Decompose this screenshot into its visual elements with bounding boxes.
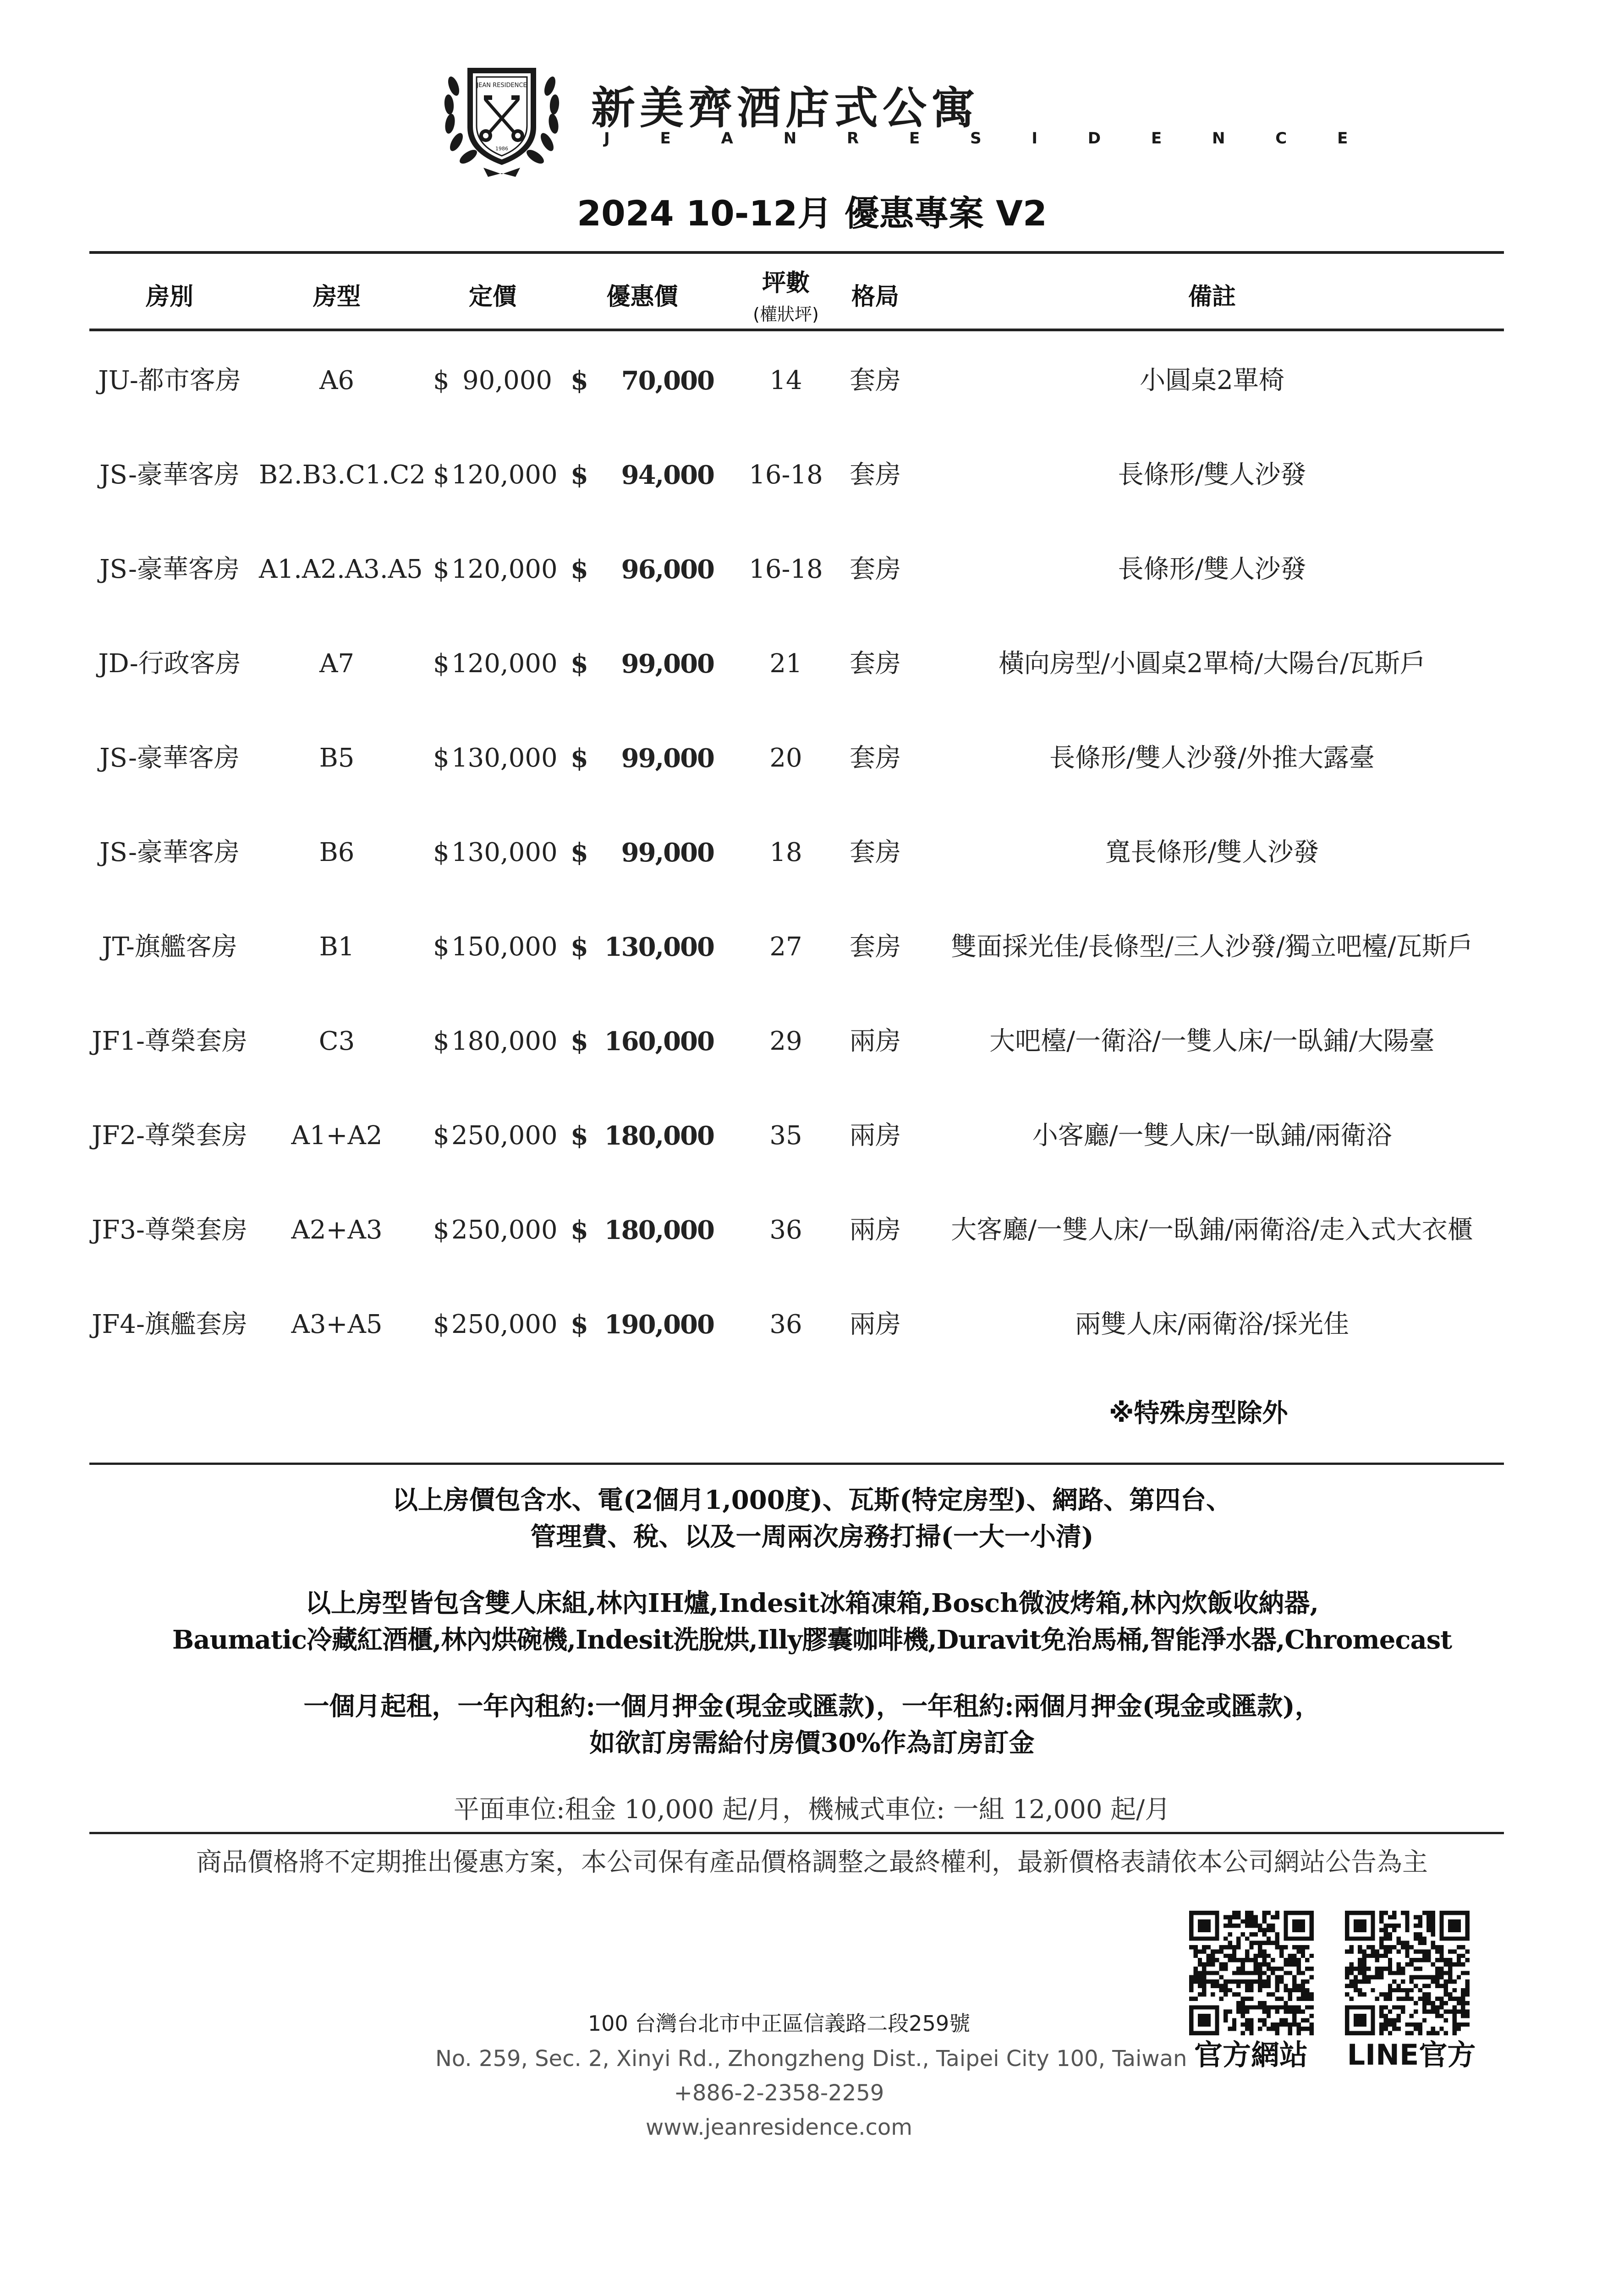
room-layout: 套房 bbox=[850, 366, 901, 395]
table-top-rule bbox=[89, 251, 1504, 254]
room-type: B5 bbox=[319, 743, 355, 773]
promo-price-currency: $ bbox=[571, 932, 588, 962]
list-price-currency: $ bbox=[433, 366, 450, 395]
room-class: JU-都市客房 bbox=[98, 366, 241, 395]
table-row bbox=[0, 1089, 1624, 1183]
room-remarks: 寬長條形/雙人沙發 bbox=[1105, 838, 1319, 867]
phone-number: +886-2-2358-2259 bbox=[674, 2080, 884, 2106]
promo-price: 96,000 bbox=[621, 554, 714, 585]
table-header-rule bbox=[89, 329, 1504, 331]
table-row bbox=[0, 428, 1624, 522]
table-row bbox=[0, 334, 1624, 428]
area-ping: 14 bbox=[769, 366, 802, 395]
list-price: 150,000 bbox=[451, 932, 558, 962]
promo-price-currency: $ bbox=[571, 460, 588, 490]
area-ping: 16-18 bbox=[749, 554, 823, 584]
promo-price-currency: $ bbox=[571, 1121, 588, 1151]
appliances-note-line-1: 以上房型皆包含雙人床組,林內IH爐,Indesit冰箱凍箱,Bosch微波烤箱,林內炊飯收納器, bbox=[305, 1588, 1319, 1618]
room-remarks: 大客廳/一雙人床/一臥鋪/兩衛浴/走入式大衣櫃 bbox=[951, 1215, 1473, 1245]
promo-price-currency: $ bbox=[571, 838, 588, 868]
area-ping: 27 bbox=[769, 932, 802, 962]
list-price: 130,000 bbox=[451, 838, 558, 867]
room-class: JF3-尊榮套房 bbox=[92, 1215, 247, 1245]
promo-price: 130,000 bbox=[604, 932, 714, 962]
promo-price: 99,000 bbox=[621, 743, 714, 773]
room-type: A1+A2 bbox=[291, 1121, 383, 1151]
jean-residence-logo bbox=[440, 59, 564, 178]
room-remarks: 長條形/雙人沙發/外推大露臺 bbox=[1049, 743, 1375, 773]
promo-price: 180,000 bbox=[604, 1121, 714, 1151]
room-type: A2+A3 bbox=[291, 1215, 383, 1245]
list-price-currency: $ bbox=[433, 460, 450, 490]
list-price-currency: $ bbox=[433, 838, 450, 867]
website-qr-label: 官方網站 bbox=[1194, 2038, 1308, 2072]
promo-price: 99,000 bbox=[621, 838, 714, 868]
area-ping: 35 bbox=[769, 1121, 802, 1151]
list-price: 180,000 bbox=[451, 1026, 558, 1056]
room-layout: 套房 bbox=[850, 460, 901, 490]
utilities-note-line-2: 管理費、稅、以及一周兩次房務打掃(一大一小清) bbox=[530, 1522, 1094, 1552]
lease-note-line-1: 一個月起租，一年內租約:一個月押金(現金或匯款)，一年租約:兩個月押金(現金或匯款)， bbox=[303, 1691, 1321, 1721]
area-ping: 36 bbox=[769, 1310, 802, 1339]
room-class: JS-豪華客房 bbox=[99, 743, 240, 773]
room-remarks: 雙面採光佳/長條型/三人沙發/獨立吧檯/瓦斯戶 bbox=[951, 932, 1473, 962]
promo-price-currency: $ bbox=[571, 554, 588, 585]
promo-price: 70,000 bbox=[621, 366, 714, 396]
list-price: 250,000 bbox=[451, 1310, 558, 1339]
special-room-note: ※特殊房型除外 bbox=[1109, 1398, 1288, 1428]
area-ping: 20 bbox=[769, 743, 802, 773]
room-remarks: 橫向房型/小圓桌2單椅/大陽台/瓦斯戶 bbox=[998, 649, 1426, 679]
room-type: A6 bbox=[319, 366, 355, 395]
list-price-currency: $ bbox=[433, 743, 450, 773]
room-type: A3+A5 bbox=[291, 1310, 383, 1339]
room-remarks: 大吧檯/一衛浴/一雙人床/一臥鋪/大陽臺 bbox=[989, 1026, 1435, 1056]
table-row bbox=[0, 806, 1624, 900]
header-promo-price: 優惠價 bbox=[606, 283, 678, 311]
room-class: JT-旗艦客房 bbox=[102, 932, 237, 962]
room-class: JD-行政客房 bbox=[98, 649, 241, 679]
list-price-currency: $ bbox=[433, 649, 450, 679]
table-row bbox=[0, 711, 1624, 806]
price-disclaimer: 商品價格將不定期推出優惠方案，本公司保有產品價格調整之最終權利，最新價格表請依本公司網站公告為主 bbox=[196, 1847, 1428, 1877]
lease-note-line-2: 如欲訂房需給付房價30%作為訂房訂金 bbox=[589, 1728, 1035, 1758]
list-price-currency: $ bbox=[433, 1215, 450, 1245]
table-row bbox=[0, 1277, 1624, 1372]
appliances-note-line-2: Baumatic冷藏紅酒櫃,林內烘碗機,Indesit洗脫烘,Illy膠囊咖啡機,Duravit免治馬桶,智能淨水器,Chromecast bbox=[172, 1625, 1452, 1655]
promo-price-currency: $ bbox=[571, 1026, 588, 1057]
promo-price: 99,000 bbox=[621, 649, 714, 679]
table-row bbox=[0, 900, 1624, 994]
promo-price-currency: $ bbox=[571, 1310, 588, 1340]
utilities-note-line-1: 以上房價包含水、電(2個月1,000度)、瓦斯(特定房型)、網路、第四台、 bbox=[392, 1485, 1232, 1515]
header-layout: 格局 bbox=[851, 283, 899, 311]
room-layout: 套房 bbox=[850, 838, 901, 867]
room-type: B2.B3.C1.C2 bbox=[259, 460, 426, 490]
room-type: A7 bbox=[319, 649, 355, 679]
promo-price-currency: $ bbox=[571, 366, 588, 396]
room-type: C3 bbox=[318, 1026, 355, 1056]
promo-price: 94,000 bbox=[621, 460, 714, 490]
room-class: JF1-尊榮套房 bbox=[92, 1026, 247, 1056]
room-class: JF2-尊榮套房 bbox=[92, 1121, 247, 1151]
list-price-currency: $ bbox=[433, 1310, 450, 1339]
promo-price-currency: $ bbox=[571, 649, 588, 679]
area-ping: 16-18 bbox=[749, 460, 823, 490]
logo-year-text: 1986 bbox=[495, 146, 508, 152]
header-list-price: 定價 bbox=[468, 283, 516, 311]
document-title: 2024 10-12月 優惠專案 V2 bbox=[577, 193, 1047, 234]
header-area: 坪數 bbox=[762, 269, 810, 297]
parking-note: 平面車位:租金 10,000 起/月，機械式車位: 一組 12,000 起/月 bbox=[453, 1795, 1171, 1825]
line-qr-code-icon[interactable] bbox=[1345, 1911, 1470, 2035]
room-type: A1.A2.A3.A5 bbox=[259, 554, 423, 584]
list-price: 120,000 bbox=[451, 460, 558, 490]
notes-top-rule bbox=[89, 1463, 1504, 1465]
address-english: No. 259, Sec. 2, Xinyi Rd., Zhongzheng Dist., Taipei City 100, Taiwan bbox=[435, 2046, 1187, 2072]
room-layout: 兩房 bbox=[850, 1310, 901, 1339]
room-layout: 套房 bbox=[850, 743, 901, 773]
list-price-currency: $ bbox=[433, 554, 450, 584]
room-layout: 兩房 bbox=[850, 1026, 901, 1056]
area-ping: 21 bbox=[769, 649, 802, 679]
list-price-currency: $ bbox=[433, 1121, 450, 1151]
promo-price-currency: $ bbox=[571, 743, 588, 773]
promo-price-currency: $ bbox=[571, 1215, 588, 1245]
room-class: JS-豪華客房 bbox=[99, 460, 240, 490]
header-room-type: 房型 bbox=[313, 283, 361, 311]
promo-price: 190,000 bbox=[604, 1310, 714, 1340]
list-price: 120,000 bbox=[451, 649, 558, 679]
room-layout: 兩房 bbox=[850, 1121, 901, 1151]
address-chinese: 100 台灣台北市中正區信義路二段259號 bbox=[587, 2011, 971, 2036]
room-layout: 套房 bbox=[850, 554, 901, 584]
disclaimer-rule bbox=[89, 1832, 1504, 1834]
room-remarks: 小圓桌2單椅 bbox=[1140, 366, 1284, 395]
list-price: 250,000 bbox=[451, 1215, 558, 1245]
table-row bbox=[0, 994, 1624, 1089]
promo-price: 180,000 bbox=[604, 1215, 714, 1245]
room-class: JS-豪華客房 bbox=[99, 554, 240, 584]
room-remarks: 兩雙人床/兩衛浴/採光佳 bbox=[1075, 1310, 1349, 1339]
website-qr-code-icon[interactable] bbox=[1189, 1911, 1314, 2035]
header-area-sub: (權狀坪) bbox=[753, 304, 819, 324]
line-qr-label: LINE官方 bbox=[1347, 2038, 1476, 2072]
list-price-currency: $ bbox=[433, 932, 450, 962]
list-price: 250,000 bbox=[451, 1121, 558, 1151]
table-row bbox=[0, 1183, 1624, 1277]
header-remarks: 備註 bbox=[1188, 283, 1236, 311]
room-layout: 套房 bbox=[850, 649, 901, 679]
list-price: 90,000 bbox=[462, 366, 552, 395]
brand-name-english: J E A N R E S I D E N C E bbox=[604, 129, 1371, 148]
table-row bbox=[0, 522, 1624, 617]
room-class: JS-豪華客房 bbox=[99, 838, 240, 867]
area-ping: 29 bbox=[769, 1026, 802, 1056]
room-remarks: 長條形/雙人沙發 bbox=[1118, 554, 1306, 584]
room-remarks: 長條形/雙人沙發 bbox=[1118, 460, 1306, 490]
room-layout: 兩房 bbox=[850, 1215, 901, 1245]
brand-name-chinese: 新美齊酒店式公寓 bbox=[591, 82, 980, 134]
list-price-currency: $ bbox=[433, 1026, 450, 1056]
room-type: B1 bbox=[319, 932, 355, 962]
room-type: B6 bbox=[319, 838, 355, 867]
header-room-class: 房別 bbox=[145, 283, 193, 311]
room-class: JF4-旗艦套房 bbox=[92, 1310, 247, 1339]
table-row bbox=[0, 617, 1624, 711]
list-price: 130,000 bbox=[451, 743, 558, 773]
area-ping: 18 bbox=[769, 838, 802, 867]
logo-top-text: JEAN RESIDENCE bbox=[477, 82, 527, 89]
website-link[interactable]: www.jeanresidence.com bbox=[646, 2115, 912, 2140]
room-layout: 套房 bbox=[850, 932, 901, 962]
promo-price: 160,000 bbox=[604, 1026, 714, 1057]
list-price: 120,000 bbox=[451, 554, 558, 584]
area-ping: 36 bbox=[769, 1215, 802, 1245]
room-remarks: 小客廳/一雙人床/一臥鋪/兩衛浴 bbox=[1032, 1121, 1392, 1151]
